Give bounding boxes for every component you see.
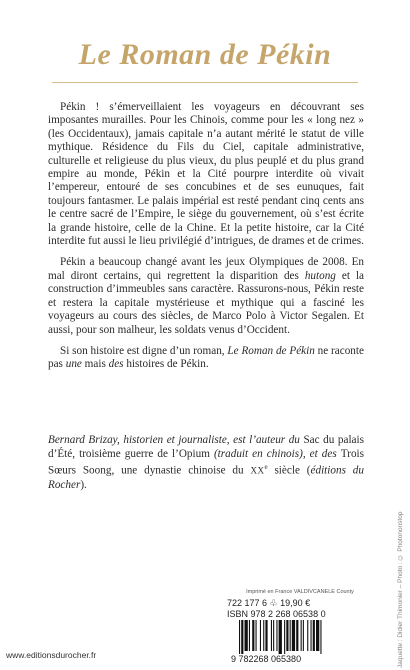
title-divider — [52, 82, 358, 83]
barcode-bar — [245, 620, 248, 651]
blurb — [48, 89, 364, 372]
hutong-term: hutong — [304, 269, 336, 282]
book-title-inline: Le Roman de Pékin — [227, 344, 315, 357]
barcode-bar — [276, 620, 277, 651]
barcode-bar — [316, 620, 319, 651]
barcode-bar — [256, 620, 257, 651]
product-code: 722 177 6 ♧ 19,90 € — [227, 598, 311, 608]
barcode-bar — [271, 620, 272, 651]
barcode-bar — [260, 620, 261, 651]
cover-credit: Jaquette : Didier Thimonier – Photo : © Photononstop — [397, 511, 404, 668]
isbn: ISBN 978 2 268 06538 0 — [227, 609, 326, 619]
barcode-bar — [296, 620, 298, 651]
barcode — [225, 620, 385, 664]
book-reference: Trois Sœurs Soong — [48, 447, 365, 477]
barcode-bar — [252, 620, 254, 651]
book-reference: Sac du palais d’Été — [48, 434, 364, 460]
barcode-bar — [273, 620, 274, 651]
blurb-paragraph-2: Pékin a beaucoup changé avant les jeux Olympiques de 2008. En mal diront certains, qui regrettent la disparition des hutong et la construction d’immeubles sans caractère. Rassurons-nous, Pékin reste et restera la capitale mystérieuse et mythique qui a fasciné les voyageurs au cours des siècles, de Marco Polo à Victor Segalen. Et aussi, pour son malheur, les soldats venus d’Occident. — [48, 256, 364, 336]
barcode-bar — [239, 620, 240, 654]
barcode-bar — [265, 620, 267, 651]
barcode-bar — [249, 620, 250, 651]
barcode-bar — [320, 620, 321, 654]
barcode-bar — [263, 620, 264, 651]
blurb-paragraph-1: Pékin ! s’émerveillaient les voyageurs en découvrant ses imposantes murailles. Pour les Chinois, comme pour les « long nez » (les Occidentaux), jamais capitale n’a autant mérité le statut de ville mythique. Résidence du Fils du Ciel, capitale administrative, culturelle et religieuse du plus vieux, du plus peuplé et du plus grand empire au monde, Pékin et la Cité pourpre interdite où vivait l’empereur, entouré de ses concubines et de ses eunuques, fait toujours fantasmer. Le palais impérial est resté pendant cinq cents ans le centre sacré de l’Empire, le siège du gouvernement, où s’est écrite la grande histoire, celle de la Chine. Et la petite histoire, car la Cité interdite fut aussi le lieu privilégié d’intrigues, de drames et de crimes. — [48, 101, 364, 248]
barcode-bar — [279, 620, 282, 654]
barcode-bar — [307, 620, 308, 651]
book-title: Le Roman de Pékin — [78, 38, 332, 71]
barcode-bar — [284, 620, 285, 654]
barcode-bar — [311, 620, 312, 651]
author-bio: Bernard Brizay, historien et journaliste, est l’auteur du Sac du palais d’Été, troisième guerre de l’Opium (traduit en chinois), et des Trois Sœurs Soong, une dynastie chinoise du XXe siècle (éditions du Rocher). — [48, 434, 365, 491]
barcode-bar — [290, 620, 291, 651]
barcode-bar — [241, 620, 243, 654]
printed-in: Imprimé en France VALDIVCANELE County — [246, 589, 354, 595]
blurb-paragraph-3: Si son histoire est digne d’un roman, Le Roman de Pékin ne raconte pas une mais des histoires de Pékin. — [48, 344, 364, 371]
barcode-bar — [303, 620, 304, 651]
barcode-number: 9 782268 065380 — [231, 654, 302, 664]
barcode-bar — [292, 620, 295, 651]
barcode-bar — [313, 620, 315, 651]
barcode-bar — [286, 620, 288, 651]
barcode-bar — [301, 620, 302, 651]
publisher-website: www.editionsdurocher.fr — [6, 650, 97, 660]
